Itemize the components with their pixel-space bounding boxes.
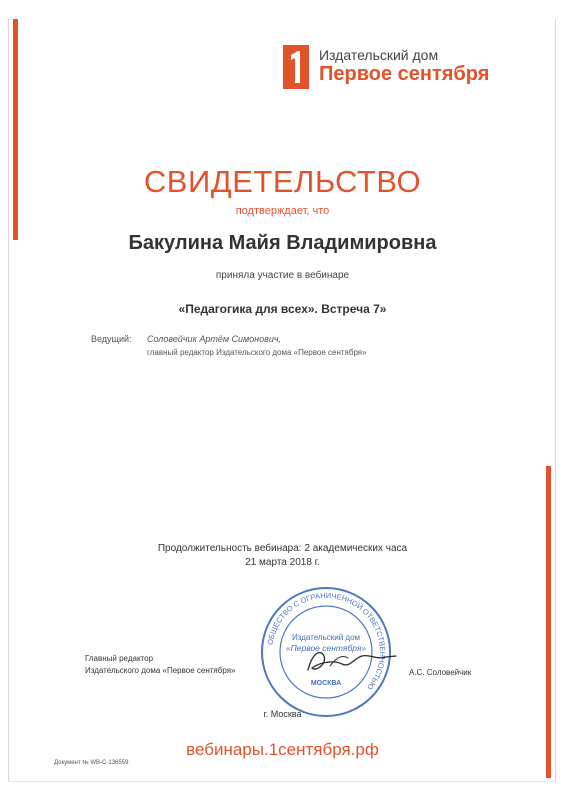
logo-text-line2: Первое сентября [319,63,490,85]
logo-one-icon [283,45,309,89]
host-role: главный редактор Издательского дома «Первое сентября» [147,348,367,357]
signer-position-line1: Главный редактор [85,654,154,663]
stamp-center-line2: «Первое сентября» [285,643,367,653]
stamp-center-line1: Издательский дом [291,633,361,642]
webinar-date: 21 марта 2018 г. [245,557,320,568]
signer-position [85,653,235,677]
logo-text-line1: Издательский дом [319,47,439,63]
right-accent-bar [546,466,551,778]
right-border-line [555,19,556,781]
signer-position-line2: Издательского дома «Первое сентября» [85,666,236,675]
document-number: Документ № WB-C-136559 [54,760,129,766]
handwritten-signature [290,640,400,680]
stamp-ring-text: ОБЩЕСТВО С ОГРАНИЧЕННОЙ ОТВЕТСТВЕННОСТЬЮ [265,590,388,692]
webinar-title: «Педагогика для всех». Встреча 7» [178,302,387,316]
host-name: Соловейчик Артём Симонович, [147,334,281,344]
webinar-duration: Продолжительность вебинара: 2 академических часа [157,543,408,554]
host-label: Ведущий: [91,334,132,344]
bottom-border-line [8,781,556,782]
left-border-line [8,19,9,781]
certificate-title: СВИДЕТЕЛЬСТВО [143,164,422,199]
website-link[interactable]: вебинары.1сентября.рф [186,740,379,759]
certificate-subtitle: подтверждает, что [235,205,330,217]
signer-name: А.С. Соловейчик [409,668,472,677]
issue-city: г. Москва [263,709,302,719]
stamp-city: МОСКВА [310,680,342,687]
recipient-name: Бакулина Майя Владимировна [128,232,437,254]
publisher-logo [283,43,490,93]
participation-text: приняла участие в вебинаре [215,270,350,281]
